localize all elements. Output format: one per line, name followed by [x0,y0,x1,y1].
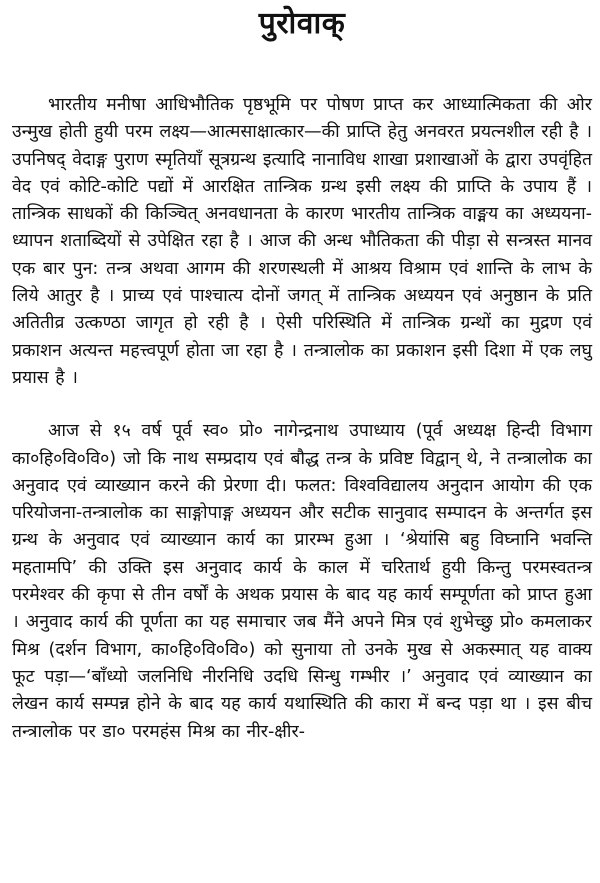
paragraph-1: भारतीय मनीषा आधिभौतिक पृष्ठभूमि पर पोषण प्राप्त कर आध्यात्मिकता की ओर उन्मुख होती हुयी परम लक्ष्य—आत्मसाक्षात्कार—की प्राप्ति हेतु अनवरत प्रयत्नशील रही है । उपनिषद् वेदाङ्ग पुराण स्मृतियाँ सूत्रग्रन्थ इत्यादि नानाविध शाखा प्रशाखाओं के द्वारा उपवृंहित वेद एवं कोटि-कोटि पद्यों में आरक्षित तान्त्रिक ग्रन्थ इसी लक्ष्य की प्राप्ति के उपाय हैं । तान्त्रिक साधकों की किञ्चित् अनवधानता के कारण भारतीय तान्त्रिक वाङ्मय का अध्ययना-ध्यापन शताब्दियों से उपेक्षित रहा है । आज की अन्ध भौतिकता की पीड़ा से सन्त्रस्त मानव एक बार पुन: तन्त्र अथवा आगम की शरणस्थली में आश्रय विश्राम एवं शान्ति के लाभ के लिये आतुर है । प्राच्य एवं पाश्चात्य दोनों जगत् में तान्त्रिक अध्ययन एवं अनुष्ठान के प्रति अतितीव्र उत्कण्ठा जागृत हो रही है । ऐसी परिस्थिति में तान्त्रिक ग्रन्थों का मुद्रण एवं प्रकाशन अत्यन्त महत्त्वपूर्ण होता जा रहा है । तन्त्रालोक का प्रकाशन इसी दिशा में एक लघु प्रयास है । [12,95,592,388]
paragraph-2: आज से १५ वर्ष पूर्व स्व० प्रो० नागेन्द्रनाथ उपाध्याय (पूर्व अध्यक्ष हिन्दी विभाग का०हि०वि०वि०) जो कि नाथ सम्प्रदाय एवं बौद्ध तन्त्र के प्रविष्ट विद्वान् थे, ने तन्त्रालोक का अनुवाद एवं व्याख्यान करने की प्रेरणा दी। फलत: विश्वविद्यालय अनुदान आयोग की एक परियोजना-तन्त्रालोक का साङ्गोपाङ्ग अध्ययन और सटीक सानुवाद सम्पादन के अन्तर्गत इस ग्रन्थ के अनुवाद एवं व्याख्यान कार्य का प्रारम्भ हुआ । ‘श्रेयांसि बहु विघ्नानि भवन्ति महतामपि’ की उक्ति इस अनुवाद कार्य के काल में चरितार्थ हुयी किन्तु परमस्वतन्त्र परमेश्वर की कृपा से तीन वर्षों के अथक प्रयास के बाद यह कार्य सम्पूर्णता को प्राप्त हुआ । अनुवाद कार्य की पूर्णता का यह समाचार जब मैंने अपने मित्र एवं शुभेच्छु प्रो० कमलाकर मिश्र (दर्शन विभाग, का०हि०वि०वि०) को सुनाया तो उनके मुख से अकस्मात् यह वाक्य फूट पड़ा—‘बाँध्यो जलनिधि नीरनिधि उदधि सिन्धु गम्भीर ।’ अनुवाद एवं व्याख्यान का लेखन कार्य सम्पन्न होने के बाद यह कार्य यथास्थिति की कारा में बन्द पड़ा था । इस बीच तन्त्रालोक पर डा० परमहंस मिश्र का नीर-क्षीर- [12,421,592,742]
page-title: पुरोवाक् [258,6,346,41]
